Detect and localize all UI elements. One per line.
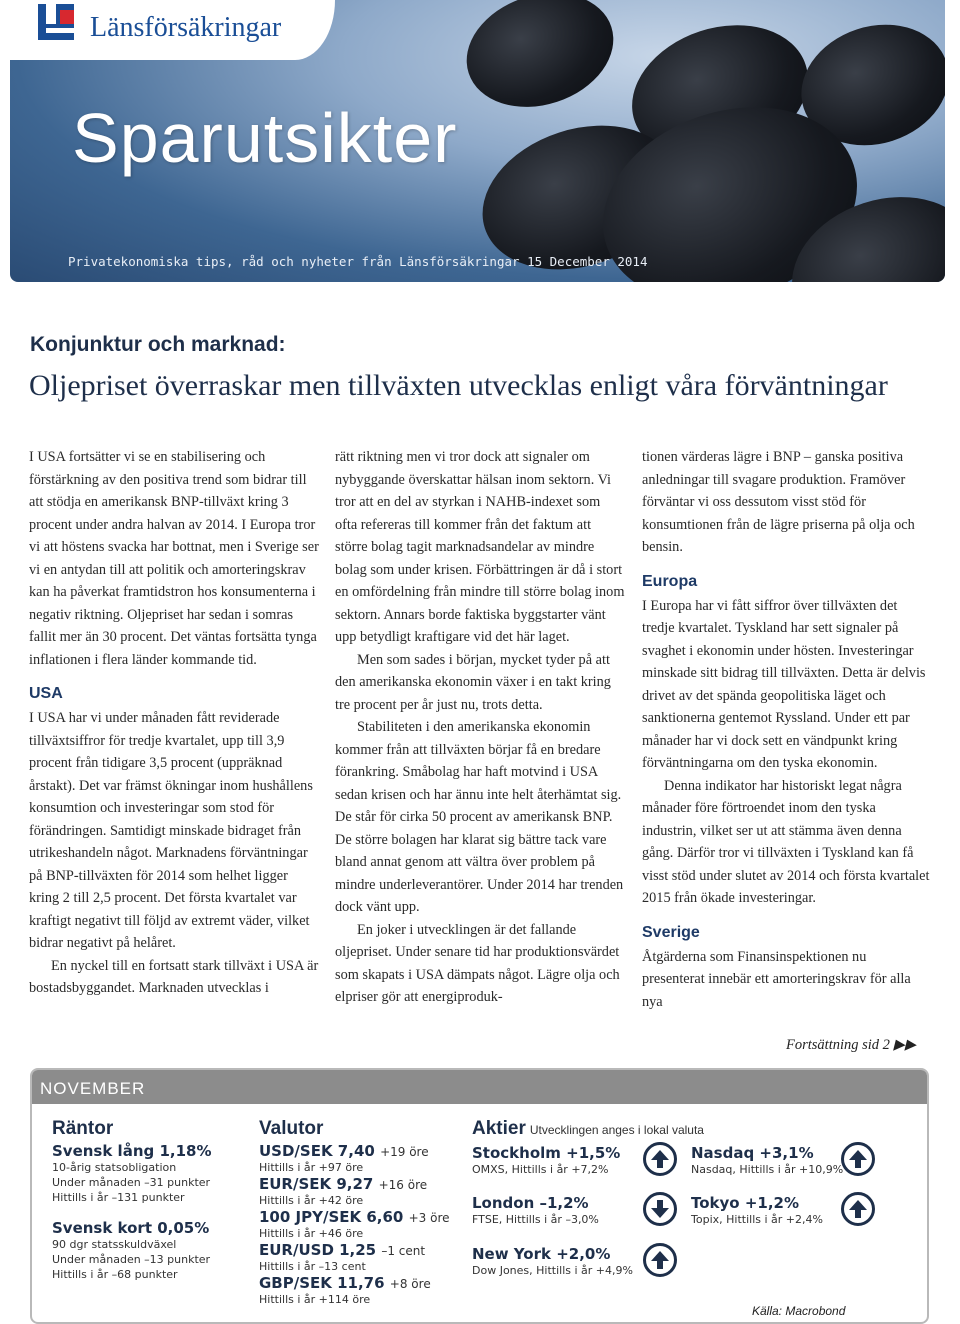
currency-item [259, 1175, 459, 1208]
aktier-title: Aktier [472, 1118, 526, 1139]
paragraph: tionen värderas lägre i BNP – ganska positiva anledningar till svagare produktion. Framöver förväntar vi oss dessutom visst stöd för konsumtionen från de lägre priserna på olja och bensin. [642, 449, 915, 555]
article-column-2 [335, 446, 625, 1009]
rate-detail: Under månaden –31 punkter [52, 1176, 211, 1189]
paragraph: I USA fortsätter vi se en stabilisering och förstärkning av den positiva trend som bidrar till att stödja en amerikansk BNP-tillväxt kring 3 procent under andra halvan av 2014. I Europa tror vi att höstens svacka har bottnat, men i Sverige ser vi en antydan till att politik och amorteringskrav kan ha påverkat framtidstron hos konsumenterna i negativ riktning. Oljepriset har sedan i somras fallit mer än 30 procent. Det väntas fortsätta tynga inflationen i flera länder kommande tid. [29, 449, 319, 668]
currency-change: +3 öre [408, 1211, 450, 1225]
paragraph: Denna indikator har historiskt legat några månader före förtroendet inom den tyska industrin, vilket ser ut att stämma även denna gång. Därför tror vi tillväxten i Tyskland kan få visst stöd under slutet av 2014 och första kvartalet 2015 från ökade investeringar. [642, 777, 930, 906]
currency-ytd: Hittills i år –13 cent [259, 1260, 366, 1273]
stock-name: Stockholm +1,5% [472, 1144, 621, 1162]
rate-detail: 10-årig statsobligation [52, 1161, 177, 1174]
article-headline: Oljepriset överraskar men tillväxten utvecklas enligt våra förväntningar [29, 369, 888, 402]
paragraph: En joker i utvecklingen är det fallande oljepriset. Under senare tid har produktionsvärdet som skapats i USA dämpats något. Lägre olja och elpriser gör att energiproduk- [335, 921, 620, 1005]
paragraph: Men som sades i början, mycket tyder på att den amerikanska ekonomin växer i en takt kring tre procent per år just nu, trots detta. [335, 651, 611, 713]
logo-area [10, 0, 335, 60]
stock-name: New York +2,0% [472, 1245, 611, 1263]
currency-name: 100 JPY/SEK 6,60 [259, 1208, 404, 1226]
article-kicker: Konjunktur och marknad: [30, 333, 286, 356]
section-heading-usa: USA [29, 685, 63, 702]
currency-change: +19 öre [380, 1145, 429, 1159]
arrow-up-icon [841, 1142, 875, 1176]
continued-link[interactable]: Fortsättning sid 2 ▶▶ [786, 1037, 916, 1053]
currency-change: +16 öre [378, 1178, 428, 1192]
stock-detail: Dow Jones, Hittills i år +4,9% [472, 1264, 633, 1277]
panel-month: NOVEMBER [32, 1070, 927, 1104]
rate-item [52, 1219, 252, 1282]
currency-name: GBP/SEK 11,76 [259, 1274, 385, 1292]
aktier-note: Utvecklingen anges i lokal valuta [529, 1123, 704, 1137]
section-title [472, 1118, 912, 1140]
article-column-1 [29, 446, 319, 1000]
valutor-section [259, 1118, 459, 1307]
currency-ytd: Hittills i år +46 öre [259, 1227, 364, 1240]
brand-name: Länsförsäkringar [90, 12, 282, 43]
paragraph: En nyckel till en fortsatt stark tillväxt i USA är bostadsbyggandet. Marknaden utvecklas i [29, 957, 319, 996]
aktier-section [472, 1118, 912, 1142]
stock-detail: Topix, Hittills i år +2,4% [691, 1213, 823, 1226]
rantor-section [52, 1118, 252, 1282]
currency-change: +8 öre [389, 1277, 431, 1291]
source-note: Källa: Macrobond [752, 1304, 846, 1318]
stock-name: London –1,2% [472, 1194, 589, 1212]
currency-name: EUR/USD 1,25 [259, 1241, 377, 1259]
stock-name: Tokyo +1,2% [691, 1194, 799, 1212]
rate-detail: Under månaden –13 punkter [52, 1253, 211, 1266]
section-heading-sverige: Sverige [642, 923, 700, 941]
currency-item [259, 1142, 459, 1175]
rate-name: Svensk kort 0,05% [52, 1219, 210, 1237]
arrow-up-icon [643, 1243, 677, 1277]
newsletter-title: Sparutsikter [72, 99, 458, 177]
section-title: Valutor [259, 1118, 324, 1139]
rate-detail: 90 dgr statsskuldväxel [52, 1238, 177, 1251]
stock-detail: FTSE, Hittills i år –3,0% [472, 1213, 599, 1226]
currency-ytd: Hittills i år +42 öre [259, 1194, 364, 1207]
market-summary-panel [30, 1068, 929, 1324]
section-heading-europa: Europa [642, 572, 698, 590]
arrow-up-icon [841, 1192, 875, 1226]
stock-detail: Nasdaq, Hittills i år +10,9% [691, 1163, 844, 1176]
currency-ytd: Hittills i år +114 öre [259, 1293, 371, 1306]
hero-banner [10, 0, 945, 282]
paragraph: rätt riktning men vi tror dock att signaler om nybyggande överskattar hälsan inom sektorn. Vi tror att en del av styrkan i NAHB-indexet som ofta refereras till kommer från det faktum att större bolag tagit marknadsandelar av mindre bolag som under krisen. Förbättringen är då i stort en omfördelning från mindre till större bolag inom sektorn. Annars borde faktiska byggstarter vänt upp betydligt kraftigare vid det här laget. [335, 449, 625, 645]
arrow-down-icon [643, 1192, 677, 1226]
paragraph: Åtgärderna som Finansinspektionen nu presenterat innebär ett amorteringskrav för alla nya [642, 948, 911, 1010]
currency-item [259, 1208, 459, 1241]
currency-item [259, 1274, 459, 1307]
stock-detail: OMXS, Hittills i år +7,2% [472, 1163, 609, 1176]
article-column-3 [642, 446, 932, 1013]
brand-logo-icon [38, 4, 74, 40]
paragraph: Stabiliteten i den amerikanska ekonomin kommer från att tillväxten börjar få en bredare förankring. Småbolag har haft motvind i USA sedan krisen och har ännu inte helt återhämtat sig. De står för cirka 50 procent av amerikansk BNP. De större bolagen har klarat sig bättre tack vare bland annat genom att vältra över problem på mindre underleverantörer. Under 2014 har trenden dock vänt upp. [335, 719, 624, 915]
rate-detail: Hittills i år –68 punkter [52, 1268, 178, 1281]
arrow-up-icon [643, 1142, 677, 1176]
stock-name: Nasdaq +3,1% [691, 1144, 814, 1162]
stock-item [472, 1245, 672, 1278]
paragraph: I Europa har vi fått siffror över tillväxten det tredje kvartalet. Tyskland har sett signaler på svaghet i ekonomin under hösten. Investeringar minskade sitt bidrag till tillväxten. Detta är delvis drivet av det spända geopolitiska läget och sanktionerna gentemot Ryssland. Under ett par månader har vi dock sett en vändpunkt kring förväntningarna om den tyska ekonomin. [642, 597, 926, 771]
currency-change: –1 cent [381, 1244, 426, 1258]
newsletter-subtitle: Privatekonomiska tips, råd och nyheter från Länsförsäkringar 15 December 2014 [68, 254, 648, 269]
stock-item [472, 1144, 672, 1177]
currency-name: USD/SEK 7,40 [259, 1142, 375, 1160]
clock-image [452, 0, 628, 125]
paragraph: I USA har vi under månaden fått reviderade tillväxtsiffror för tredje kvartalet, upp till 3,9 procent från tidigare 3,5 procent (uppräknad årstakt). Det var främst ökningar inom hushållens konsumtion och investeringar som stod för förändringen. Samtidigt minskade bidraget från utrikeshandeln något. Marknadens förväntningar på BNP-tillväxten för 2014 som helhet ligger kring 2 till 2,5 procent. Det första kvartalet var kraftigt negativt till följd av extremt väder, vilket bidrar negativt på helåret. [29, 710, 313, 951]
currency-ytd: Hittills i år +97 öre [259, 1161, 364, 1174]
rate-detail: Hittills i år –131 punkter [52, 1191, 185, 1204]
currency-name: EUR/SEK 9,27 [259, 1175, 374, 1193]
currency-item [259, 1241, 459, 1274]
stock-item [472, 1194, 672, 1227]
rate-name: Svensk lång 1,18% [52, 1142, 212, 1160]
section-title: Räntor [52, 1118, 114, 1139]
rate-item [52, 1142, 252, 1205]
